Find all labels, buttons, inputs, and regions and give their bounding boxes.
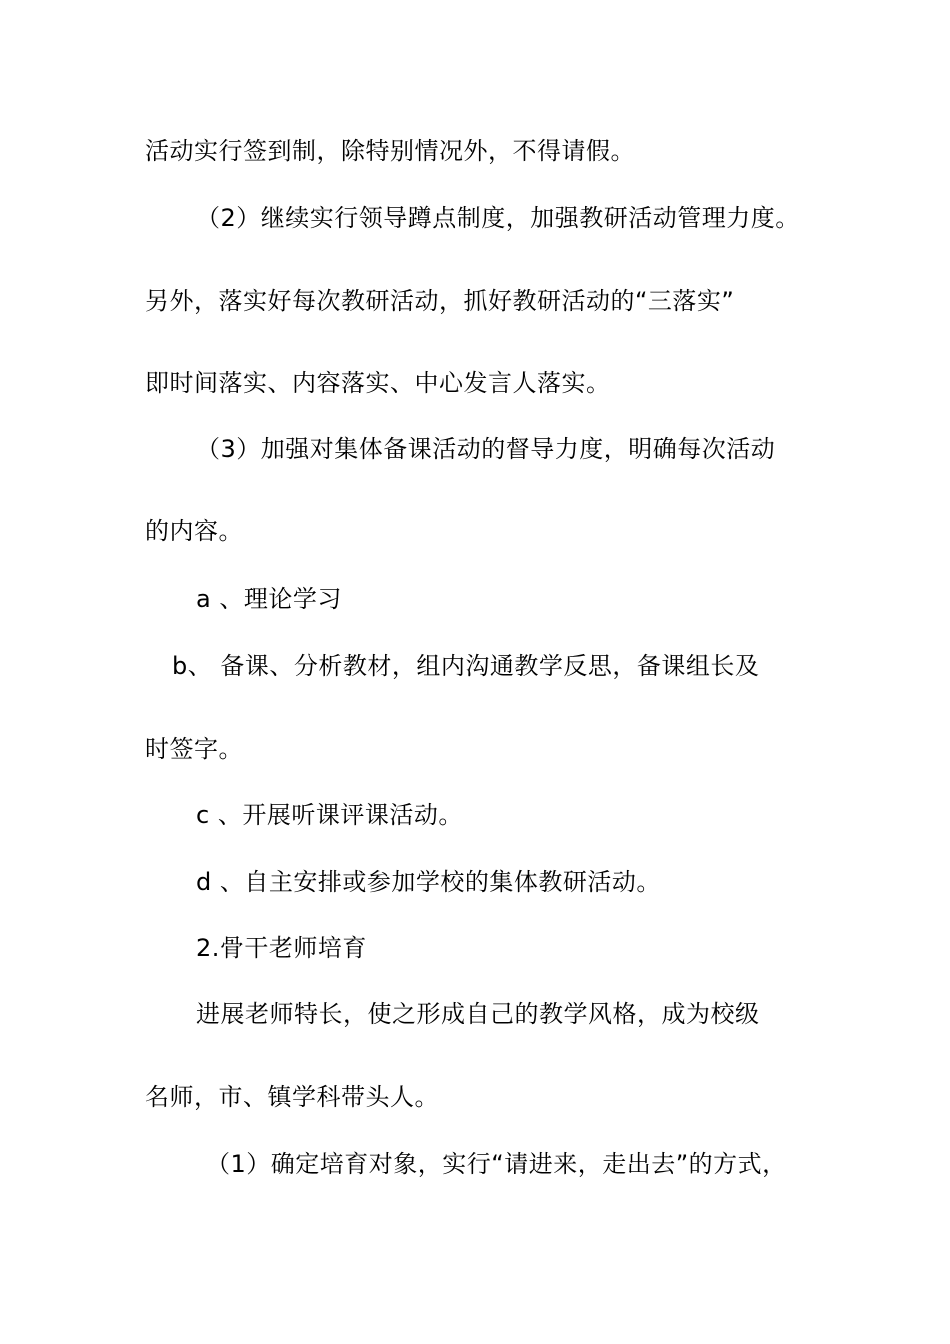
text-line-9: 时签字。 <box>145 735 243 763</box>
section-heading: 2.骨干老师培育 <box>196 934 367 962</box>
text-line-15: （1）确定培育对象，实行“请进来，走出去”的方式， <box>206 1150 787 1178</box>
text-line-4: 即时间落实、内容落实、中心发言人落实。 <box>145 369 611 397</box>
text-line-14: 名师，市、镇学科带头人。 <box>145 1083 439 1111</box>
text-line-1: 活动实行签到制，除特别情况外，不得请假。 <box>145 137 635 165</box>
list-item-a: a 、理论学习 <box>196 585 342 613</box>
text-line-13: 进展老师特长，使之形成自己的教学风格，成为校级 <box>196 1000 760 1028</box>
text-line-2: （2）继续实行领导蹲点制度，加强教研活动管理力度。 <box>196 204 800 232</box>
text-line-6: 的内容。 <box>145 517 243 545</box>
list-item-d: d 、自主安排或参加学校的集体教研活动。 <box>196 868 661 896</box>
list-item-b: b、 备课、分析教材，组内沟通教学反思，备课组长及 <box>172 652 760 680</box>
text-line-3: 另外，落实好每次教研活动，抓好教研活动的“三落实” <box>145 287 735 315</box>
list-item-c: c 、开展听课评课活动。 <box>196 801 463 829</box>
text-line-5: （3）加强对集体备课活动的督导力度，明确每次活动 <box>196 435 776 463</box>
